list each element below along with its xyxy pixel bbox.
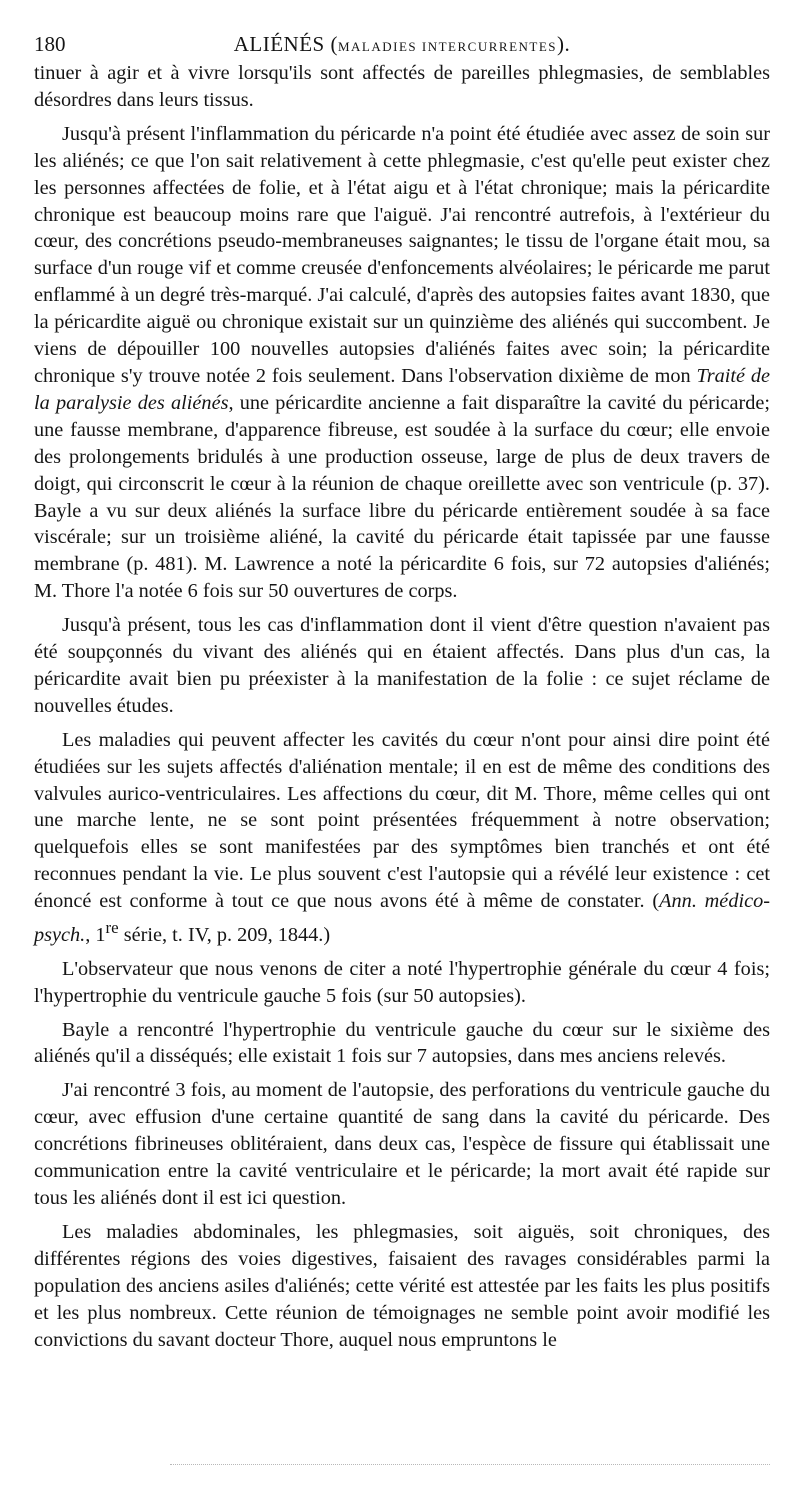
running-title: [34, 28, 770, 63]
paragraph-heart-cavities-part-1: Les maladies qui peuvent affecter les cavités du cœur n'ont pour ainsi dire point été étudiées sur les sujets affectés d'aliénation mentale; il en est de même des conditions des valvules aurico-ventriculaires. Les affections du cœur, dit M. Thore, même celles qui ont une marche lente, ne se sont point présentées fréquemment à notre observation; quelquefois elles se sont manifestées par des symptômes bien tranchés et ont été reconnues pendant la vie. Le plus souvent c'est l'autopsie qui a révélé leur existence : cet énoncé est conforme à tout ce que nous avons été à même de constater. (: [34, 728, 770, 913]
page-number: 180: [34, 32, 66, 56]
running-title-paren-open: (: [324, 32, 338, 56]
paragraph-perforations: J'ai rencontré 3 fois, au moment de l'autopsie, des perforations du ventricule gauche du cœur, avec effusion d'une certaine quantité de sang dans la cavité du péricarde. Des concrétions fibrineuses oblitéraient, dans deux cas, l'espèce de fissure qui établissait une communication entre la cavité ventriculaire et le péricarde; la mort avait été rapide sur tous les aliénés dont il est ici question.: [34, 1079, 770, 1210]
paragraph-pericarditis: [34, 121, 770, 605]
paragraph-heart-cavities: [34, 727, 770, 949]
paragraph-pericarditis-part-2: , une péricardite ancienne a fait disparaître la cavité du péricarde; une fausse membrane, d'apparence fibreuse, est soudée à la surface du cœur; elle envoie des prolongements bridulés à une production osseuse, large de plus de deux travers de doigt, qui circonscrit le cœur à la réunion de chaque oreillette avec son ventricule (p. 37). Bayle a vu sur deux aliénés la surface libre du péricarde entièrement soudée à sa face viscérale; sur un troisième aliéné, la cavité du péricarde était tapissée par une fausse membrane (p. 481). M. Lawrence a noté la péricardite 6 fois, sur 72 autopsies d'aliénés; M. Thore l'a notée 6 fois sur 50 ouvertures de corps.: [34, 391, 771, 603]
body-text: [34, 60, 770, 1353]
paragraph-abdominal-diseases: Les maladies abdominales, les phlegmasies, soit aiguës, soit chroniques, des différentes régions des voies digestives, faisaient des ravages considérables parmi la population des anciens asiles d'aliénés; cette vérité est attestée par les faits les plus positifs et les plus nombreux. Cette réunion de témoignages ne semble point avoir modifié les convictions du savant docteur Thore, auquel nous empruntons le: [34, 1220, 770, 1351]
paragraph-pericarditis-part-1: Jusqu'à présent l'inflammation du péricarde n'a point été étudiée avec assez de soin sur les aliénés; ce que l'on sait relativement à cette phlegmasie, c'est qu'elle peut exister chez les personnes affectées de folie, et à l'état aigu et à l'état chronique; mais la péricardite chronique est beaucoup moins rare que l'aiguë. J'ai rencontré autrefois, à l'extérieur du cœur, des concrétions pseudo-membraneuses saignantes; le tissu de l'organe était mou, sa surface d'un rouge vif et comme creusée d'enfoncements alvéolaires; le péricarde me parut enflammé à un degré très-marqué. J'ai calculé, d'après des autopsies faites avant 1830, que la péricardite aiguë ou chronique existait sur un quinzième des aliénés qui succombent. Je viens de dépouiller 100 nouvelles autopsies d'aliénés faites avec soin; la péricardite chronique s'y trouve notée 2 fois seulement. Dans l'observation dixième de mon: [34, 122, 770, 387]
paragraph-inflammation-cases: Jusqu'à présent, tous les cas d'inflammation dont il vient d'être question n'avaient pas été soupçonnés du vivant des aliénés qui en étaient affectés. Dans plus d'un cas, la péricardite avait bien pu préexister à la manifestation de la folie : ce sujet réclame de nouvelles études.: [34, 614, 770, 717]
book-page: [34, 28, 770, 1353]
paragraph-heart-cavities-part-2: , 1: [85, 923, 106, 946]
page-header: [34, 28, 770, 60]
bottom-scan-artifact: [170, 1464, 770, 1467]
running-title-subtitle: MALADIES INTERCURRENTES: [337, 39, 558, 54]
paragraph-hypertrophy-thore: L'observateur que nous venons de citer a noté l'hypertrophie générale du cœur 4 fois; l'hypertrophie du ventricule gauche 5 fois (sur 50 autopsies).: [34, 957, 770, 1007]
running-title-paren-close: ).: [557, 32, 571, 56]
paragraph-hypertrophy-bayle: Bayle a rencontré l'hypertrophie du ventricule gauche du cœur sur le sixième des aliénés qu'il a disséqués; elle existait 1 fois sur 7 autopsies, dans mes anciens relevés.: [34, 1018, 770, 1068]
paragraph-heart-cavities-part-3: série, t. IV, p. 209, 1844.): [118, 923, 331, 946]
paragraph-continuation: tinuer à agir et à vivre lorsqu'ils sont affectés de pareilles phlegmasies, de semblables désordres dans leurs tissus.: [34, 62, 770, 111]
book-title-reference: Traité de la paralysie des aliénés: [34, 364, 770, 414]
running-title-main: ALIÉNÉS: [233, 32, 325, 56]
series-superscript: re: [105, 918, 119, 938]
journal-reference: Ann. médico-psych.: [34, 890, 770, 946]
